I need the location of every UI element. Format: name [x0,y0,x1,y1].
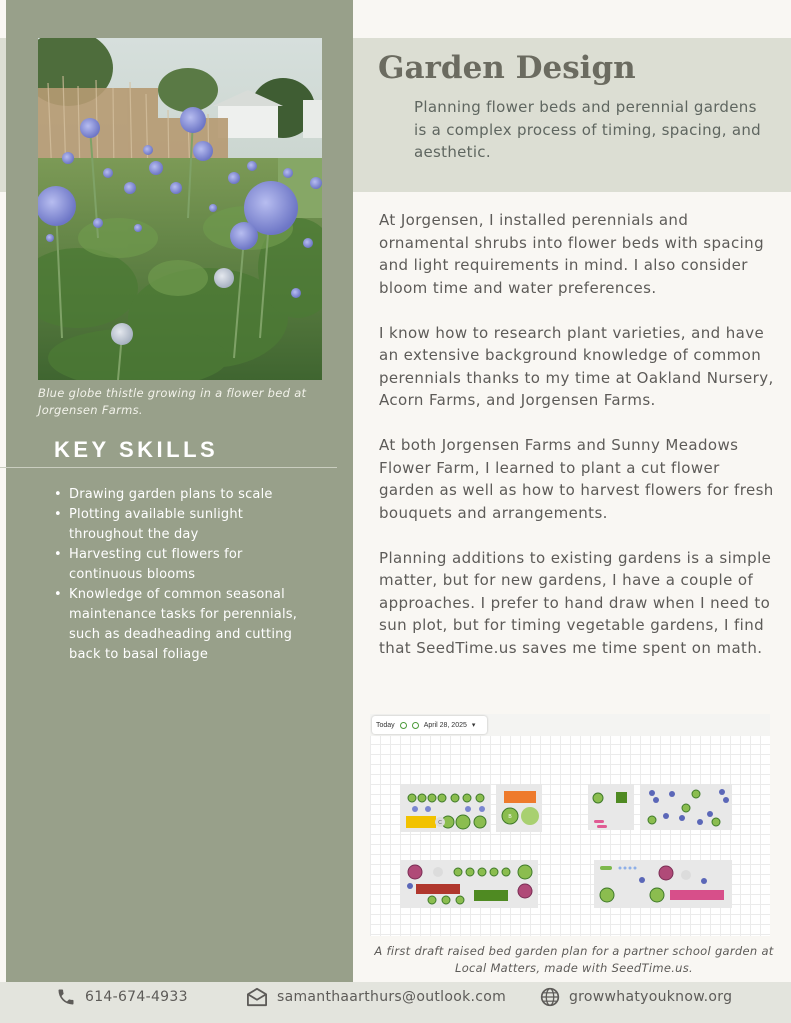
skill-item: • Harvesting cut flowers for continuous blooms [54,545,314,585]
globe-icon [540,987,560,1007]
page-subtitle: Planning flower beds and perennial gardens is a complex process of timing, spacing, and aesthetic. [414,98,762,161]
caret-down-icon: ▾ [471,722,476,729]
envelope-icon [246,987,268,1007]
key-skills-heading: KEY SKILLS [54,437,219,462]
skill-item: • Knowledge of common seasonal maintenance tasks for perennials, such as deadheading and cutting back to basal foliage [54,585,314,665]
divider [0,467,337,468]
contact-website [540,987,732,1007]
photo-caption: Blue globe thistle growing in a flower bed at Jorgensen Farms. [38,386,307,417]
bed-label: C [438,820,442,826]
website-link[interactable]: growwhatyouknow.org [569,989,733,1005]
body-paragraph: At both Jorgensen Farms and Sunny Meadows Flower Farm, I learned to plant a cut flower garden as well as how to harvest flowers for fresh bouquets and arrangements. [379,436,774,522]
key-skills-list [54,485,314,665]
email-address[interactable]: samanthaarthurs@outlook.com [277,989,507,1005]
contact-email [246,987,506,1007]
page-title: Garden Design [378,50,636,86]
contact-phone [56,987,188,1007]
phone-icon [56,987,76,1007]
garden-plan-screenshot [370,714,770,936]
body-paragraph: Planning additions to existing gardens is a simple matter, but for new gardens, I have a couple of approaches. I prefer to hand draw when I need to sun plot, but for timing vegetable gardens, I find that SeedTime.us saves me time spent on math. [379,548,772,657]
plan-caption: A first draft raised bed garden plan for a partner school garden at Local Matters, made with SeedTime.us. [374,944,774,975]
today-label: Today [376,721,395,729]
globe-thistle-photo [38,38,322,380]
body-text [379,209,775,682]
bed-label: B [508,814,512,820]
body-paragraph: At Jorgensen, I installed perennials and ornamental shrubs into flower beds with spacing and light requirements in mind. I also consider bloom time and water preferences. [379,211,765,297]
body-paragraph: I know how to research plant varieties, and have an extensive background knowledge of common perennials thanks to my time at Oakland Nursery, Acorn Farms, and Jorgensen Farms. [379,323,774,409]
phone-number[interactable]: 614-674-4933 [85,989,188,1005]
plan-beds [370,714,770,936]
skill-item: • Plotting available sunlight throughout the day [54,505,314,545]
plan-date: April 28, 2025 [423,721,467,729]
skill-item: • Drawing garden plans to scale [54,485,314,505]
